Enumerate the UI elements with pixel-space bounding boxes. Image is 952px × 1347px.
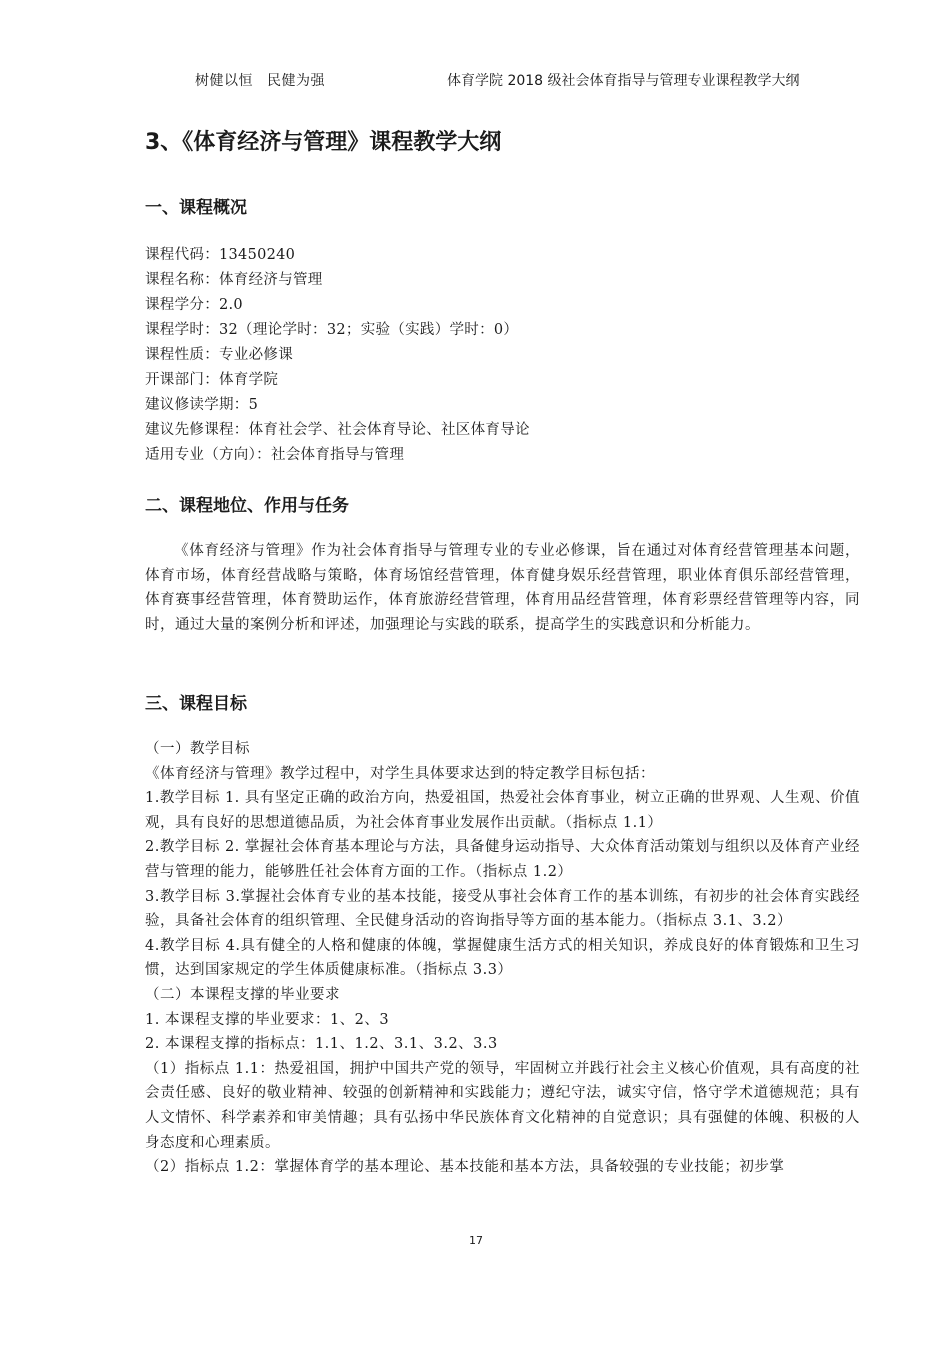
course-name: 课程名称：体育经济与管理 (145, 272, 323, 288)
course-department: 开课部门：体育学院 (145, 372, 279, 388)
section3-heading: 三、课程目标 (145, 694, 247, 714)
header-motto (195, 70, 325, 90)
course-prerequisites: 建议先修课程：体育社会学、社会体育导论、社区体育导论 (145, 422, 530, 438)
section3-body (145, 737, 860, 1180)
header-doc-title: 体育学院 2018 级社会体育指导与管理专业课程教学大纲 (447, 73, 800, 89)
teaching-goal-2: 2.教学目标 2. 掌握社会体育基本理论与方法，具备健身运动指导、大众体育活动策划与组织以及体育产业经营与管理的能力，能够胜任社会体育方面的工作。（指标点 1.2） (145, 839, 860, 880)
graduation-requirement-1: 1. 本课程支撑的毕业要求：1、2、3 (145, 1011, 390, 1028)
section2-paragraph (145, 539, 860, 637)
indicator-point-1: （1）指标点 1.1：热爱祖国，拥护中国共产党的领导，牢固树立并践行社会主义核心价值观，具有高度的社会责任感、良好的敬业精神、较强的创新精神和实践能力；遵纪守法，诚实守信，恪守学术道德规范；具有人文情怀、科学素养和审美情趣；具有弘扬中华民族体育文化精神的自觉意识；具有强健的体魄、积极的人身态度和心理素质。 (145, 1060, 860, 1151)
graduation-requirements-heading: （二）本课程支撑的毕业要求 (145, 986, 340, 1003)
section1-heading: 一、课程概况 (145, 198, 247, 218)
page-number: 17 (469, 1234, 483, 1247)
teaching-goal-1: 1.教学目标 1. 具有坚定正确的政治方向，热爱祖国，热爱社会体育事业，树立正确的世界观、人生观、价值观，具有良好的思想道德品质，为社会体育事业发展作出贡献。（指标点 1.1） (145, 790, 860, 831)
teaching-goal-3: 3.教学目标 3.掌握社会体育专业的基本技能，接受从事社会体育工作的基本训练，有初步的社会体育实践经验，具备社会体育的组织管理、全民健身活动的咨询指导等方面的基本能力。（指标点 3.1、3.2） (145, 888, 860, 930)
section2-heading: 二、课程地位、作用与任务 (145, 496, 349, 516)
course-semester: 建议修读学期：5 (145, 397, 259, 413)
teaching-goals-intro: 《体育经济与管理》教学过程中，对学生具体要求达到的特定教学目标包括： (145, 765, 655, 782)
section2-paragraph-text: 《体育经济与管理》作为社会体育指导与管理专业的专业必修课，旨在通过对体育经营管理基本问题，体育市场，体育经营战略与策略，体育场馆经营管理，体育健身娱乐经营管理，职业体育俱乐部经营管理，体育赛事经营管理，体育赞助运作，体育旅游经营管理，体育用品经营管理，体育彩票经营管理等内容，同时，通过大量的案例分析和评述，加强理论与实践的联系，提高学生的实践意识和分析能力。 (145, 543, 860, 633)
graduation-requirement-2: 2. 本课程支撑的指标点：1.1、1.2、3.1、3.2、3.3 (145, 1036, 498, 1053)
course-major: 适用专业（方向）：社会体育指导与管理 (145, 447, 405, 463)
course-hours: 课程学时：32（理论学时：32；实验（实践）学时：0） (145, 322, 519, 338)
course-nature: 课程性质：专业必修课 (145, 347, 293, 363)
course-code: 课程代码：13450240 (145, 247, 296, 263)
page-title: 3、《体育经济与管理》课程教学大纲 (145, 130, 502, 155)
header-motto-part2: 民健为强 (267, 73, 325, 89)
teaching-goal-4: 4.教学目标 4.具有健全的人格和健康的体魄，掌握健康生活方式的相关知识，养成良好的体育锻炼和卫生习惯，达到国家规定的学生体质健康标准。（指标点 3.3） (145, 937, 860, 979)
header-motto-part1: 树健以恒 (195, 73, 253, 89)
course-credits: 课程学分：2.0 (145, 297, 243, 313)
indicator-point-2: （2）指标点 1.2：掌握体育学的基本理论、基本技能和基本方法，具备较强的专业技能；初步掌 (145, 1159, 785, 1176)
teaching-goals-heading: （一）教学目标 (145, 741, 250, 757)
